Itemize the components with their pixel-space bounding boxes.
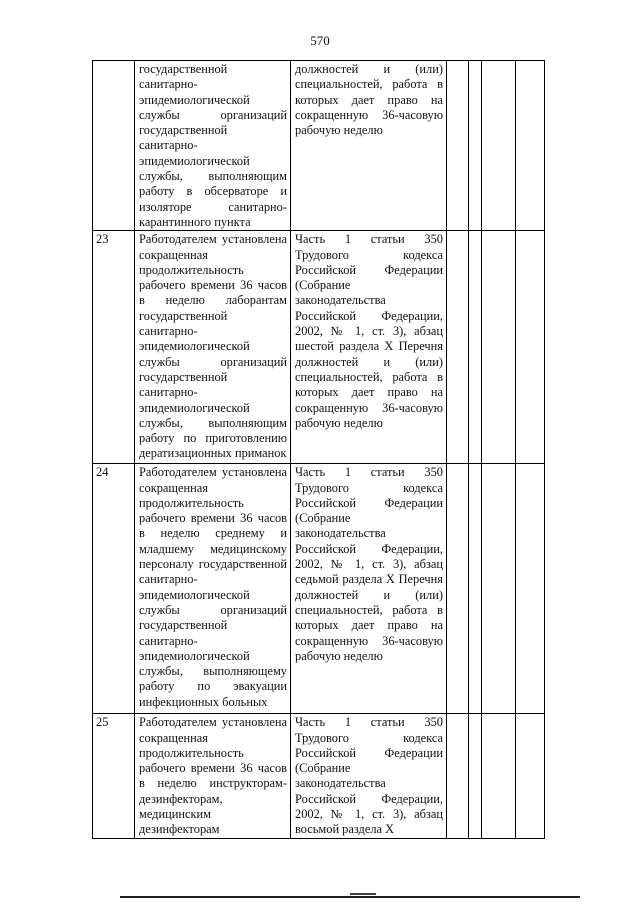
empty-cell xyxy=(482,464,516,714)
row-number xyxy=(93,61,135,231)
table-row xyxy=(93,61,545,231)
source-cell: должностей и (или) специальностей, работа в которых дает право на сокращенную 36-часовую рабочую неделю xyxy=(291,61,447,231)
empty-cell xyxy=(447,231,469,464)
empty-cell xyxy=(469,231,482,464)
empty-cell xyxy=(447,61,469,231)
table-row xyxy=(93,714,545,838)
requirements-table xyxy=(92,60,545,839)
source-cell: Часть 1 статьи 350 Трудового кодекса Российской Федерации (Собрание законодательства Российской Федерации, 2002, № 1, ст. 3), абзац шестой раздела X Перечня должностей и (или) специальностей, работа в которых дает право на сокращенную 36-часовую рабочую неделю xyxy=(291,231,447,464)
empty-cell xyxy=(469,464,482,714)
table-row xyxy=(93,231,545,464)
row-number: 25 xyxy=(93,714,135,838)
empty-cell xyxy=(469,61,482,231)
requirement-cell: государственной санитарно-эпидемиологической службы организаций государственной санитарно-эпидемиологической службы, выполняющим работу в обсерваторе и изоляторе санитарно-карантинного пункта xyxy=(135,61,291,231)
table-row xyxy=(93,464,545,714)
requirement-cell: Работодателем установлена сокращенная продолжительность рабочего времени 36 часов в неделю среднему и младшему медицинскому персоналу государственной санитарно-эпидемиологической службы организаций государственной санитарно-эпидемиологической службы, выполняющему работу по эвакуации инфекционных больных xyxy=(135,464,291,714)
row-number: 24 xyxy=(93,464,135,714)
empty-cell xyxy=(516,61,545,231)
empty-cell xyxy=(516,464,545,714)
source-cell: Часть 1 статьи 350 Трудового кодекса Российской Федерации (Собрание законодательства Российской Федерации, 2002, № 1, ст. 3), абзац седьмой раздела X Перечня должностей и (или) специальностей, работа в которых дает право на сокращенную 36-часовую рабочую неделю xyxy=(291,464,447,714)
empty-cell xyxy=(482,231,516,464)
empty-cell xyxy=(469,714,482,838)
requirement-cell: Работодателем установлена сокращенная продолжительность рабочего времени 36 часов в неделю лаборантам государственной санитарно-эпидемиологической службы организаций государственной санитарно-эпидемиологической службы, выполняющим работу по приготовлению дератизационных приманок xyxy=(135,231,291,464)
empty-cell xyxy=(447,464,469,714)
scan-mark xyxy=(350,893,376,895)
empty-cell xyxy=(482,714,516,838)
row-number: 23 xyxy=(93,231,135,464)
empty-cell xyxy=(516,231,545,464)
requirement-cell: Работодателем установлена сокращенная продолжительность рабочего времени 36 часов в неделю инструкторам-дезинфекторам, медицинским дезинфекторам xyxy=(135,714,291,838)
empty-cell xyxy=(447,714,469,838)
bottom-rule xyxy=(120,896,580,898)
source-cell: Часть 1 статьи 350 Трудового кодекса Российской Федерации (Собрание законодательства Российской Федерации, 2002, № 1, ст. 3), абзац восьмой раздела X xyxy=(291,714,447,838)
page-number: 570 xyxy=(310,33,330,48)
empty-cell xyxy=(482,61,516,231)
empty-cell xyxy=(516,714,545,838)
